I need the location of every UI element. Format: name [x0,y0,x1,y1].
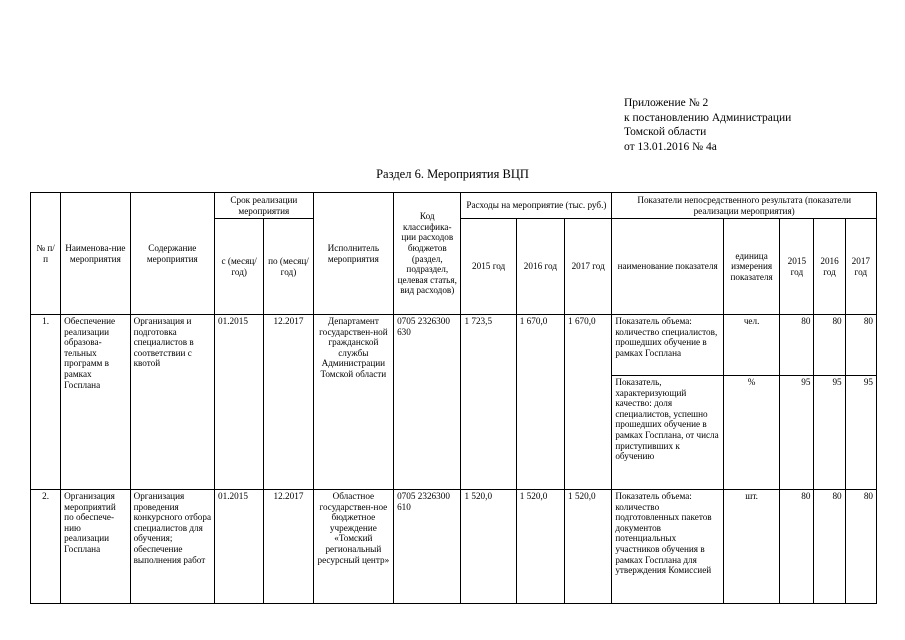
row-num: 2. [31,490,61,604]
header-name: Наименова-ние мероприятия [61,193,130,315]
header-num: № п/п [31,193,61,315]
header-exp-2015: 2015 год [461,219,516,315]
row-exp-2017: 1 670,0 [565,315,612,490]
header-ind-name: наименование показателя [612,219,724,315]
row-exp-2015: 1 723,5 [461,315,516,490]
header-term: Срок реализации мероприятия [215,193,314,219]
row-exp-2015: 1 520,0 [461,490,516,604]
header-term-from: с (месяц/ год) [215,219,264,315]
row-num: 1. [31,315,61,490]
indicator-2016: 95 [814,376,845,490]
indicator-unit: % [723,376,779,490]
row-from: 01.2015 [215,490,264,604]
header-content: Содержание мероприятия [130,193,214,315]
header-row [31,193,877,219]
indicator-2016: 80 [814,315,845,376]
indicator-2017: 95 [845,376,876,490]
row-to: 12.2017 [264,490,313,604]
row-code: 0705 2326300 630 [394,315,461,490]
row-exp-2016: 1 520,0 [516,490,564,604]
section-title: Раздел 6. Мероприятия ВЦП [376,167,529,181]
row-content: Организация проведения конкурсного отбора специалистов для обучения; обеспечение выполнения работ [130,490,214,604]
table-row [31,490,877,604]
table-row [31,315,877,376]
indicator-unit: шт. [723,490,779,604]
appendix-line: к постановлению Администрации [624,111,792,124]
row-from: 01.2015 [215,315,264,490]
header-term-to: по (месяц/ год) [264,219,313,315]
row-name: Организация мероприятий по обеспече-нию реализации Госплана [61,490,130,604]
row-content: Организация и подготовка специалистов в соответствии с квотой [130,315,214,490]
indicator-name: Показатель объема: количество подготовленных пакетов документов потенциальных участников обучения в рамках Госплана для утверждения Комиссией [612,490,724,604]
row-exp-2016: 1 670,0 [516,315,564,490]
appendix-line: Приложение № 2 [624,97,709,109]
indicator-2016: 80 [814,490,845,604]
appendix-line: Томской области [624,126,707,138]
appendix-line: от 13.01.2016 № 4а [624,140,717,153]
indicator-2015: 95 [780,376,814,490]
header-indicators: Показатели непосредственного результата (показатели реализации мероприятия) [612,193,877,219]
indicator-2015: 80 [780,490,814,604]
header-ind-2017: 2017 год [845,219,876,315]
indicator-name: Показатель, характеризующий качество: доля специалистов, успешно прошедших обучение в рамках Госплана, от числа приступивших к обучению [612,376,724,490]
row-to: 12.2017 [264,315,313,490]
header-ind-unit: единица измерения показателя [723,219,779,315]
row-executor: Областное государствен-ное бюджетное учреждение «Томский региональный ресурсный центр» [313,490,393,604]
indicator-2015: 80 [780,315,814,376]
indicator-2017: 80 [845,315,876,376]
row-exp-2017: 1 520,0 [565,490,612,604]
row-name: Обеспечение реализации образова-тельных программ в рамках Госплана [61,315,130,490]
header-executor: Исполнитель мероприятия [313,193,393,315]
appendix-block [624,96,791,154]
header-expenses: Расходы на мероприятие (тыс. руб.) [461,193,612,219]
header-exp-2016: 2016 год [516,219,564,315]
row-code: 0705 2326300 610 [394,490,461,604]
header-ind-2016: 2016 год [814,219,845,315]
indicator-name: Показатель объема: количество специалистов, прошедших обучение в рамках Госплана [612,315,724,376]
header-code: Код классифика-ции расходов бюджетов (раздел, подраздел, целевая статья, вид расходов) [394,193,461,315]
header-exp-2017: 2017 год [565,219,612,315]
indicator-unit: чел. [723,315,779,376]
activities-table [30,192,877,604]
indicator-2017: 80 [845,490,876,604]
row-executor: Департамент государствен-ной гражданской службы Администрации Томской области [313,315,393,490]
header-ind-2015: 2015 год [780,219,814,315]
